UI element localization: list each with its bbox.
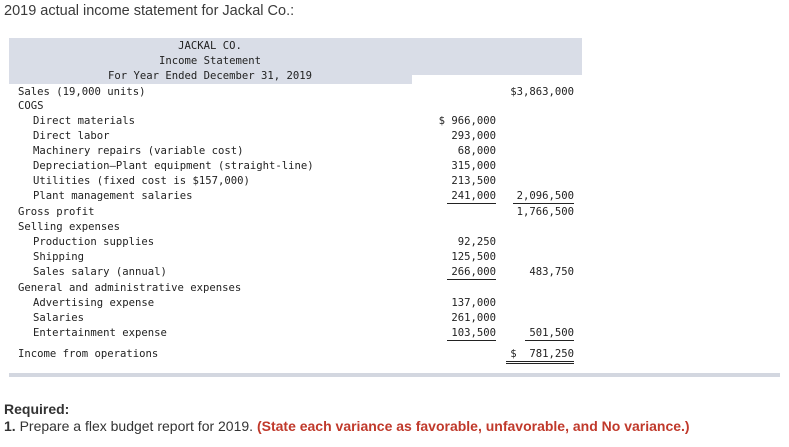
row-label: Depreciation—Plant equipment (straight-line) [33,160,314,172]
item-text: Prepare a flex budget report for 2019. [19,418,254,434]
row-label: Gross profit [18,206,95,218]
row-label: Direct labor [33,130,110,142]
statement-row [9,205,582,219]
statement-row [9,114,582,128]
row-label: Income from operations [18,348,159,360]
row-total: 483,750 [529,266,574,278]
row-amount: 103,500 [447,326,496,341]
row-amount: 137,000 [451,297,496,309]
statement-row [9,129,582,143]
row-label: COGS [18,100,44,112]
row-label: Entertainment expense [33,327,167,339]
row-amount: 92,250 [457,236,496,248]
statement-row [9,347,582,361]
statement-row [9,235,582,249]
statement-row [9,99,582,113]
row-label: Utilities (fixed cost is $157,000) [33,175,250,187]
row-label: Shipping [33,251,85,263]
row-total: $ 781,250 [506,347,574,364]
row-amount: 213,500 [451,175,496,187]
row-label: Salaries [33,312,85,324]
row-label: Plant management salaries [33,190,193,202]
row-amount: 315,000 [451,160,496,172]
company-name: JACKAL CO. [178,40,242,52]
row-amount: 293,000 [451,130,496,142]
statement-row [9,326,582,340]
row-label: General and administrative expenses [18,282,242,294]
row-total: 1,766,500 [516,206,574,218]
row-label: Production supplies [33,236,155,248]
statement-row [9,281,582,295]
row-amount: 125,500 [451,251,496,263]
statement-period: For Year Ended December 31, 2019 [107,70,313,82]
statement-row [9,189,582,203]
statement-row [9,265,582,279]
row-label: Machinery repairs (variable cost) [33,145,244,157]
row-amount: 241,000 [447,189,496,204]
row-label: Advertising expense [33,297,155,309]
item-note: (State each variance as favorable, unfavorable, and No variance.) [256,418,690,434]
divider-bar [9,373,780,377]
row-label: Selling expenses [18,221,121,233]
row-total: 2,096,500 [513,189,574,204]
row-label: Direct materials [33,115,136,127]
statement-row [9,311,582,325]
row-total: $3,863,000 [510,86,574,98]
statement-row [9,250,582,264]
row-label: Sales (19,000 units) [18,86,146,98]
row-amount: 266,000 [447,265,496,280]
row-amount: 261,000 [451,312,496,324]
intro-text: 2019 actual income statement for Jackal Co.: [4,3,295,19]
row-total: 501,500 [525,326,574,341]
required-section [4,401,690,435]
required-item [4,418,690,435]
statement-title: Income Statement [158,55,262,67]
statement-row [9,296,582,310]
item-number: 1. [4,418,16,434]
required-title: Required: [4,401,70,417]
income-statement [9,38,582,377]
statement-row [9,85,582,99]
statement-row [9,144,582,158]
statement-row [9,220,582,234]
statement-row [9,174,582,188]
statement-header [9,38,582,84]
row-amount: 68,000 [457,145,496,157]
row-label: Sales salary (annual) [33,266,167,278]
statement-row [9,159,582,173]
row-amount: $ 966,000 [438,115,496,127]
